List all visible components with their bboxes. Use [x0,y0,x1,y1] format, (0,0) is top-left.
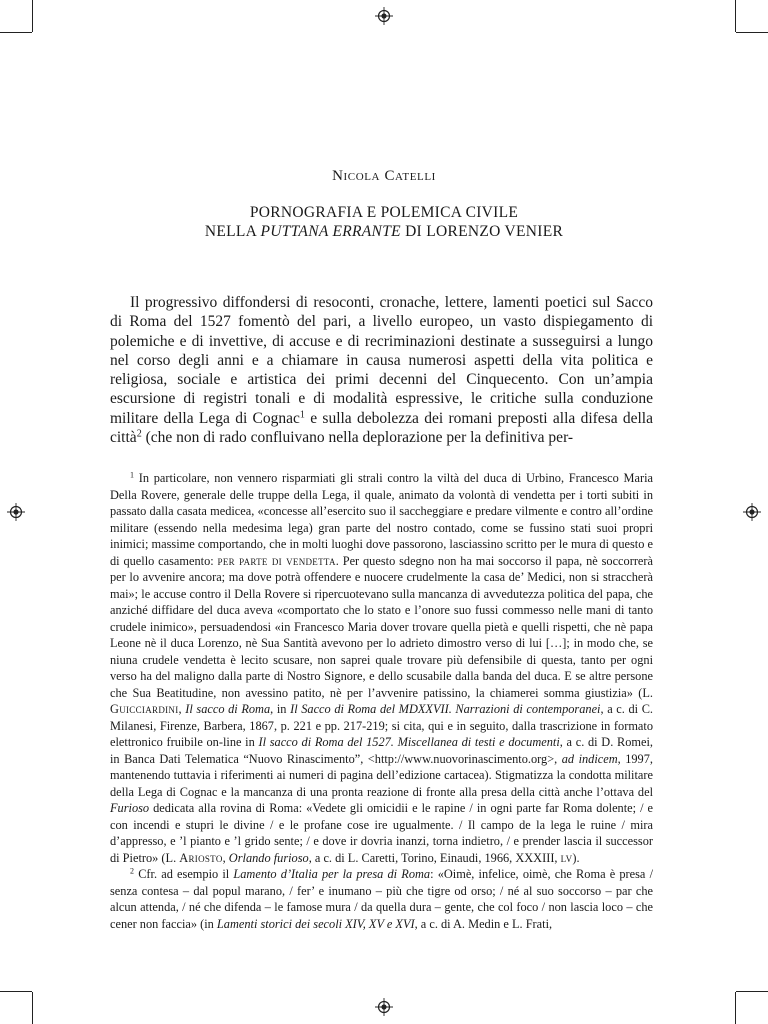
small-caps-text: Ariosto [179,850,223,865]
article-title [0,203,768,241]
registration-mark-icon [375,7,393,25]
text-span: , a c. di C. Milanesi, Firenze, Barbera, 1867, p. 221 e pp. 217-219; si cita, qui e in seguito, dalla trascrizione in formato elettronico fruibile on-line in [110,702,654,749]
footnotes [110,470,653,932]
footnote-2 [110,866,653,932]
crop-mark [736,32,768,33]
crop-mark [735,992,736,1024]
title-text: NELLA [204,223,261,240]
footnote-number: 1 [130,470,135,480]
text-span: , a c. di L. Caretti, Torino, Einaudi, 1966, XXXIII, [308,850,561,865]
crop-mark [735,0,736,32]
italic-text: Orlando furioso [228,850,309,865]
footnote-ref[interactable]: 1 [299,409,305,421]
italic-text: Furioso [110,801,150,815]
italic-text: ad indicem [561,751,618,766]
author-name: Nicola Catelli [332,168,436,184]
footnote-1 [110,470,653,866]
text-span: (che non di rado confluivano nella deplorazione per la definitiva per- [141,429,574,447]
title-line-2 [0,222,768,241]
body-text [110,293,653,447]
text-span: dedicata alla rovina di Roma: «Vedete gli omicidii e le rapine / in ogni parte far Roma dolente; / e con incendi e stupri le divine / e le profane cose ire ugualmente. / Il campo de la lega le ruine / mira d’appresso, e ’l pianto e ’l grido sente; / e dove ir dovria inanzi, torna indietro, / e prender lascia il successor di Pietro» (L. [110,801,653,865]
text-span: , a c. di A. Medin e L. Frati, [414,916,553,931]
italic-text: Il Sacco di Roma del MDXXVII. Narrazioni di contemporanei [290,702,601,716]
text-span: , a c. di D. Romei, in Banca Dati Telematica “Nuovo Rinascimento”, <http://www.nuovorinascimento.org>, [110,735,653,766]
title-italic-text: PUTTANA ERRANTE [260,223,401,240]
paragraph [110,293,653,447]
text-span: In particolare, non vennero risparmiati gli strali contro la viltà del duca di Urbino, Francesco Maria Della Rovere, generale delle truppe della Lega, il quale, animato da volontà di vendetta per i torti subiti in passato dalla casata medicea, «concesse all’esercito suo il saccheggiare e predare vilmente e contro all’ordine militare (essendo nella medesima lega) gran parte del nostro contado, come se fussino stati suoi propri inimici; massime comportando, che in molti luoghi dove passorono, lasciassino scritto per le mura di questo e di quello casamento: [110,471,653,568]
registration-mark-icon [743,503,761,521]
text-span: , 1997, mantenendo tuttavia i riferimenti ai numeri di pagina dell’edizione cartacea). Stigmatizza la condotta militare della Lega di Cognac e la mancanza di una pronta reazione di fronte alla presa della città anche l’ottava del [110,751,653,799]
crop-mark [32,992,33,1024]
text-span: : «Oimè, infelice, oimè, che Roma è presa / senza contesa – dal popul marano, / fer’ e inumano – più che tigre od orso; / né al suo soccorso – par che alcun attenda, / né che difenda – le famose mura / da quella dura – gente, che col foco / non lascia loco – che cener non faccia» (in [110,867,654,931]
italic-text: Il sacco di Roma [185,702,271,716]
text-span: ). [572,850,580,865]
title-text: DI LORENZO VENIER [400,223,564,240]
small-caps-text: lv [560,850,573,865]
crop-mark [0,32,32,33]
crop-mark [0,991,32,992]
registration-mark-icon [7,503,25,521]
italic-text: Lamento d’Italia per la presa di Roma [233,867,431,881]
italic-text: Il sacco di Roma del 1527. Miscellanea di testi e documenti [258,735,560,749]
text-span: , in [270,702,291,716]
text-span: . Per questo sdegno non ha mai soccorso il papa, nè soccorrerà per lo avvenire ancora; ma dove potrà offendere e nuocere crudelmente la casa de’ Medici, non si straccherà mai»; le accuse contro il Della Rovere si ripercuotevano sulla mancanza di avvedutezza politica del papa, che anziché diffidare del duca aveva «comportato che lo stato e l’onore suo fussi commesso nelle mani di tanto crudele inimico», persuadendosi «in Francesco Maria dover trovare quella pietà e quelli rispetti, che nè papa Leone nè il duca Lorenzo, nè Sua Santità avevono per lo adrieto dimostro verso di lui […]; in modo che, se niuna crudele vendetta è lecito scusare, non saprei quale trovare più defensibile di questa, tanto per ogni verso ha del maligno dalla parte di Nostro Signore, e dello scusabile dalla banda del duca. E se altre persone che Sua Beatitudine, non avessino patito, nè per l’avvenire patissino, la chiamerei somma giustizia» (L. [110,553,653,700]
text-span: , [178,702,186,716]
text-span: Il progressivo diffondersi di resoconti, cronache, lettere, lamenti poetici sul Sacco di Roma del 1527 fomentò del pari, a livello europeo, un vasto dispiegamento di polemiche e di invettive, di accuse e di recriminazioni destinate a susseguirsi a lungo nel corso degli anni e a chiamare in causa numerosi aspetti della vita politica e religiosa, sociale e artistica dei primi decenni del Cinquecento. Con un’ampia escursione di registri tonali e di modalità espressive, le critiche sulla conduzione militare della Lega di Cognac [110,294,653,427]
text-span: Cfr. ad esempio il [134,867,234,881]
footnote-ref[interactable]: 2 [136,428,142,440]
text-span: , [222,850,229,865]
crop-mark [736,991,768,992]
small-caps-text: Guicciardini [110,702,179,716]
footnote-number: 2 [130,866,135,876]
crop-mark [32,0,33,32]
italic-text: Lamenti storici dei secoli XIV, XV e XVI [216,916,415,931]
small-caps-text: per parte di vendetta [217,553,336,568]
registration-mark-icon [375,998,393,1016]
title-line-1: PORNOGRAFIA E POLEMICA CIVILE [249,204,519,221]
text-span: e sulla debolezza dei romani preposti alla difesa della città [110,409,653,447]
